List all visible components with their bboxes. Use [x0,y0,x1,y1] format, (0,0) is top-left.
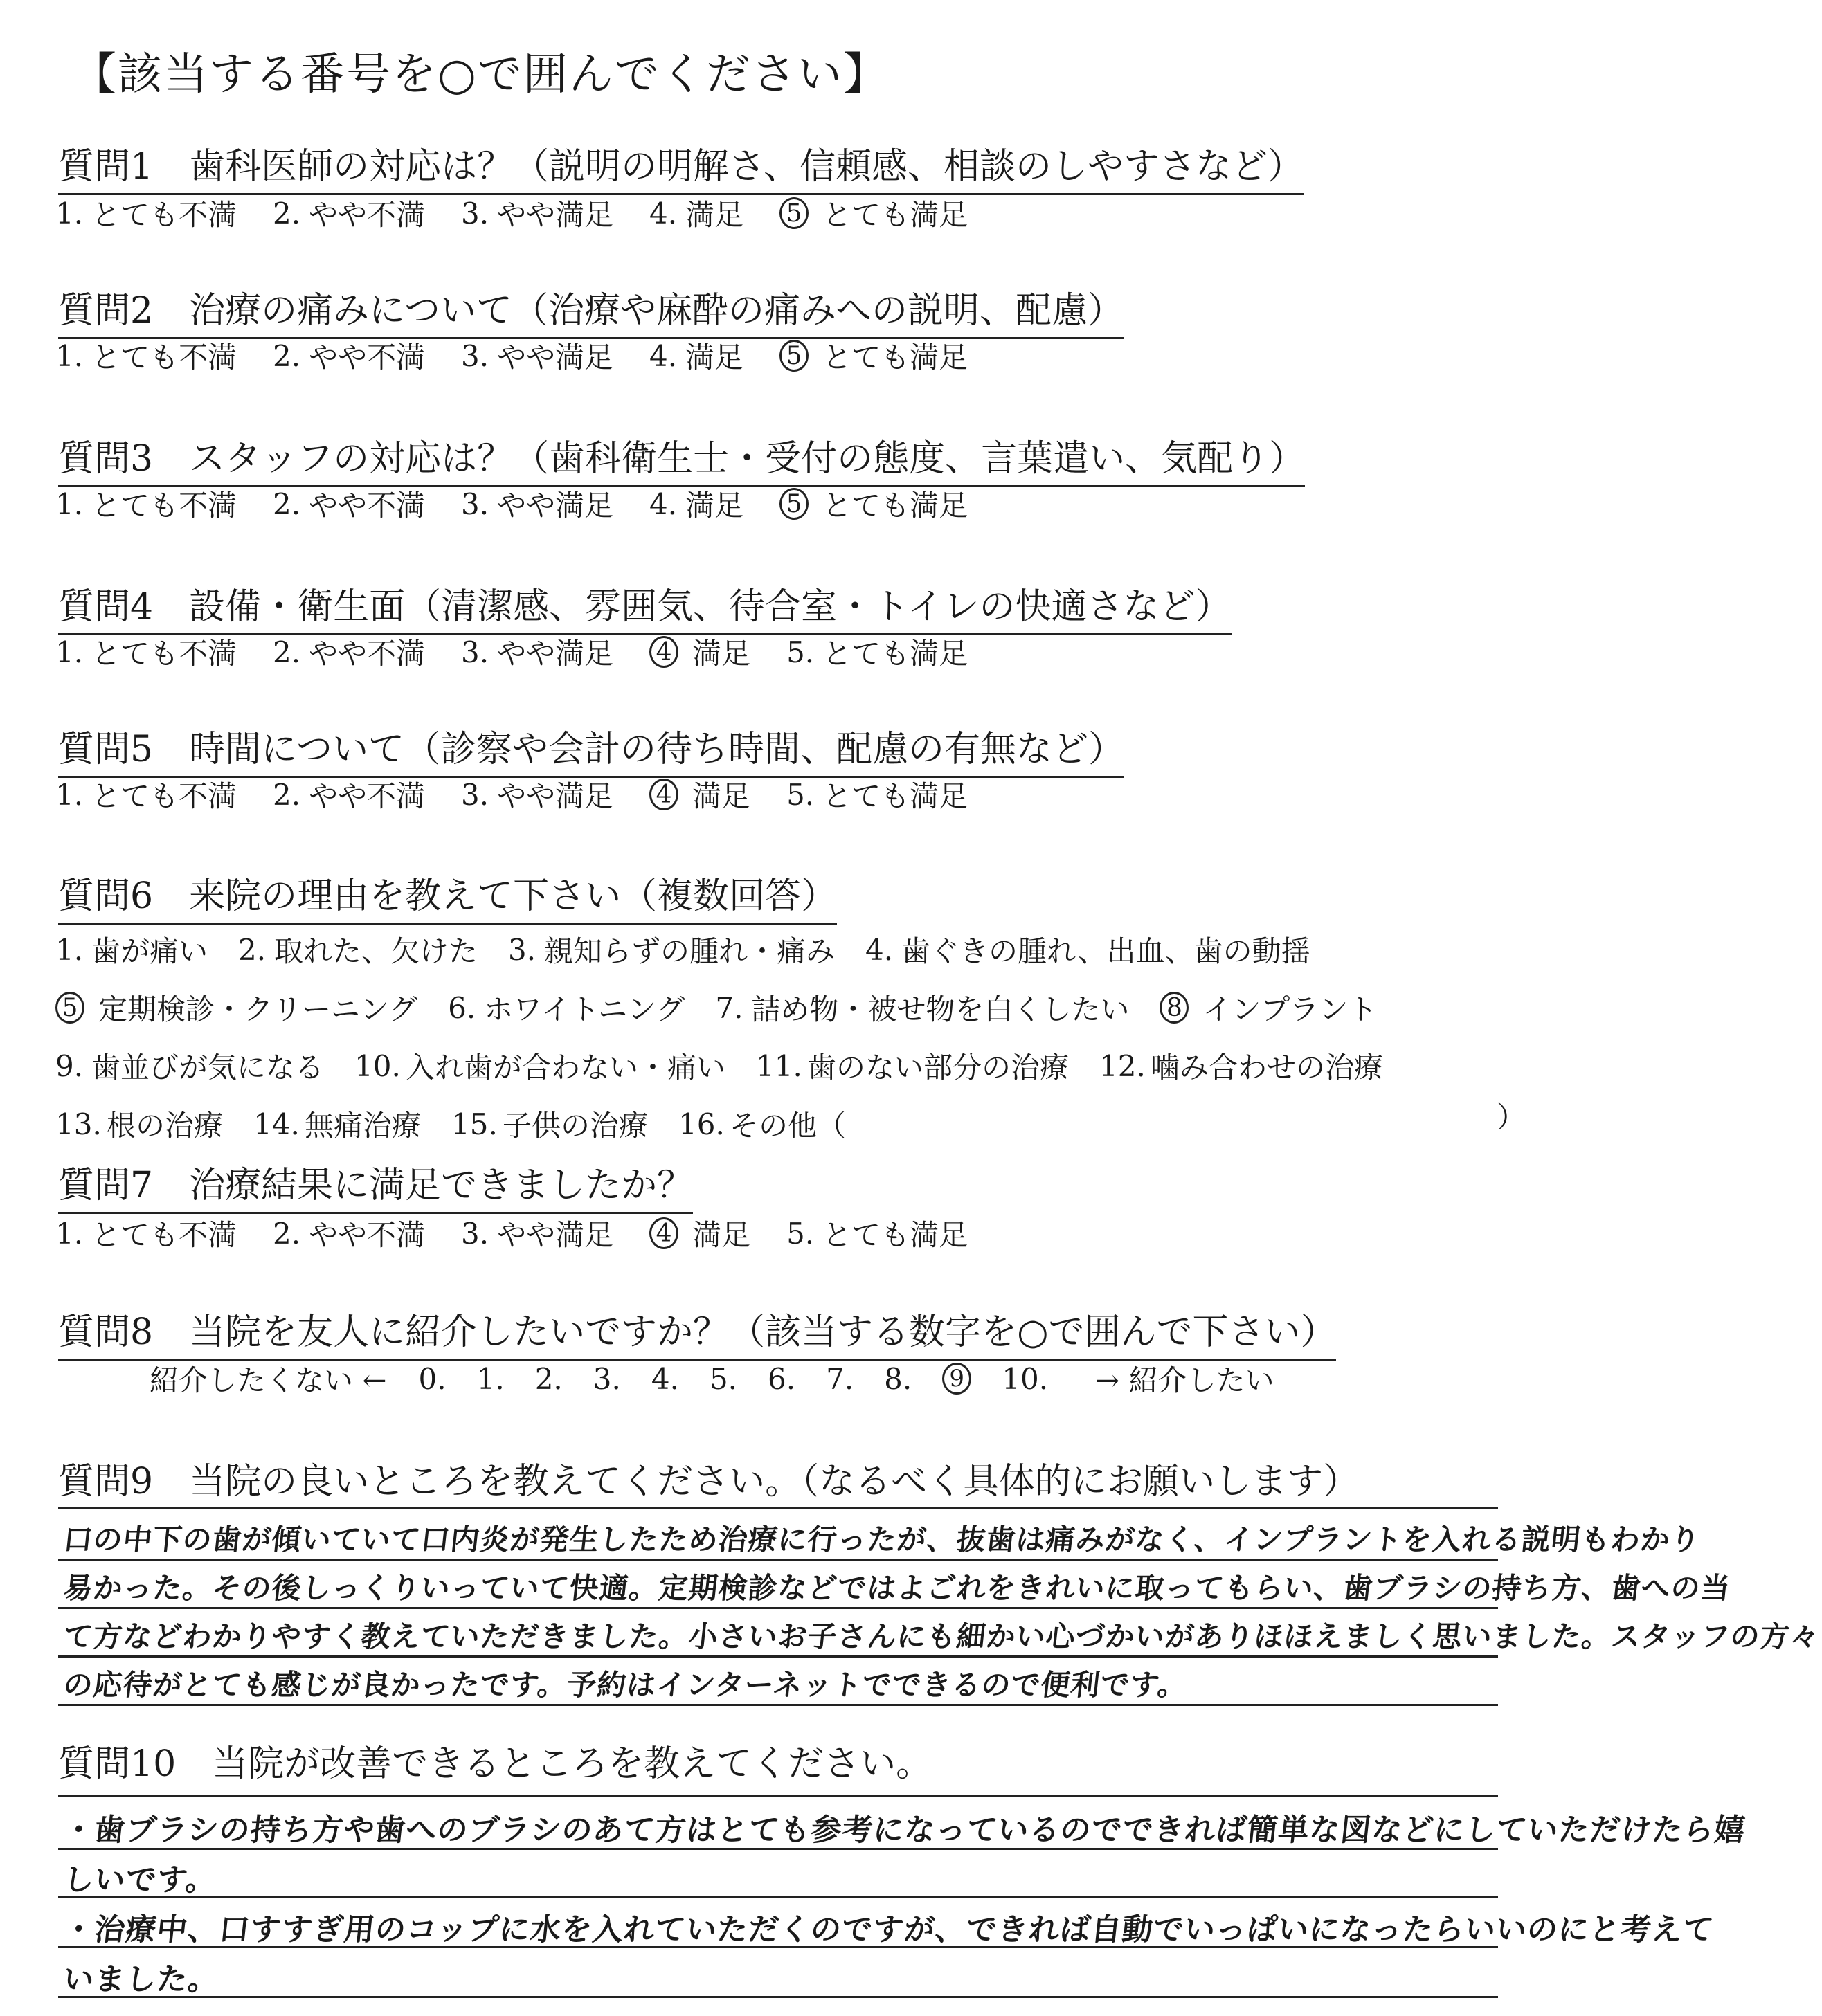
divider [58,1795,1498,1797]
option-number: 12. [1099,1048,1146,1083]
option-number: 2. [273,487,301,521]
option-label: とても不満 [91,489,237,523]
rating-option[interactable] [273,774,425,815]
q6-options [55,920,1414,1153]
option-label: とても不満 [91,637,237,671]
rating-option[interactable] [461,631,613,673]
option-label: やや不満 [309,340,426,374]
reason-option[interactable] [508,920,835,979]
option-label: 満足 [685,340,744,374]
reason-option[interactable] [354,1037,725,1095]
rating-option[interactable] [461,774,613,815]
option-number: 9. [55,1048,84,1083]
recommend-number[interactable]: 8. [884,1361,912,1396]
q9-answer-line: の応待がとても感じが良かったです。予約はインターネットでできるので便利です。 [62,1668,1189,1702]
option-label: ホワイトニング [484,992,685,1026]
option-label: 歯のない部分の治療 [807,1051,1070,1084]
circled-number: 5 [779,340,809,372]
q7-options [55,1213,1004,1254]
reason-option[interactable] [448,979,685,1037]
q2-heading: 質問2 治療の痛みについて（治療や麻酔の痛みへの説明、配慮） [58,281,1124,339]
reason-option[interactable] [715,979,1129,1037]
option-number: 2. [273,635,301,669]
reason-option[interactable] [678,1095,846,1153]
recommend-number[interactable]: 5. [709,1361,738,1396]
circled-number: 5 [779,197,809,229]
rating-option[interactable] [786,631,968,673]
option-label: 親知らずの腫れ・痛み [544,934,836,968]
option-number: 5. [786,635,815,669]
q1-heading: 質問1 歯科医師の対応は？（説明の明解さ、信頼感、相談のしやすさなど） [58,137,1304,195]
circled-number: 4 [649,1217,678,1249]
rating-option[interactable] [461,1213,613,1254]
divider [58,1607,1498,1609]
option-label: 満足 [692,1218,751,1252]
option-number: 4. [649,196,678,230]
recommend-number[interactable]: 3. [593,1361,621,1396]
option-label: 満足 [692,779,751,813]
option-number: 1. [55,196,84,230]
q10-answer-line: ・治療中、口すすぎ用のコップに水を入れていただくのですが、できれば自動でいっぱいになったらいいのにと考えて [61,1912,1716,1947]
option-label: やや不満 [309,779,426,813]
q5-options [55,774,1004,815]
option-number: 1. [55,777,84,812]
option-label: 歯ぐきの腫れ、出血、歯の動揺 [901,934,1310,968]
q8-left-label: 紹介したくない ← [150,1363,387,1397]
rating-option[interactable] [786,1213,968,1254]
option-label: 歯が痛い [91,934,208,968]
recommend-number[interactable]: 4. [651,1361,679,1396]
rating-option[interactable] [779,483,968,525]
recommend-number[interactable]: 6. [768,1361,796,1396]
option-number: 3. [461,487,489,521]
option-label: 取れた、欠けた [274,934,478,968]
option-label: とても不満 [91,1218,237,1252]
option-number: 2. [273,1216,301,1251]
rating-option[interactable] [649,1213,750,1254]
option-label: とても満足 [822,779,968,813]
option-number: 16. [678,1107,725,1141]
option-label: 子供の治療 [503,1109,649,1143]
recommend-number[interactable]: 10. [1002,1361,1049,1396]
rating-option[interactable] [55,335,237,376]
option-label: とても不満 [91,779,237,813]
q8-scale [150,1358,1274,1399]
q9-answer-line: 易かった。その後しっくりいっていて快適。定期検診などではよごれをきれいに取ってもらい、歯ブラシの持ち方、歯への当 [62,1571,1733,1605]
option-label: やや不満 [309,1218,426,1252]
rating-option[interactable] [649,483,743,525]
option-label: やや満足 [497,779,614,813]
circled-number: 5 [779,488,809,520]
divider [58,1507,1498,1509]
q3-options [55,483,1004,525]
option-label: とても満足 [822,637,968,671]
reason-option[interactable] [1099,1037,1383,1095]
option-number: 15. [451,1107,498,1141]
option-label: やや満足 [497,198,614,232]
reason-option[interactable] [865,920,1310,979]
rating-option[interactable] [649,192,743,234]
option-label: やや満足 [497,489,614,523]
reason-option[interactable] [451,1095,648,1153]
option-label: とても満足 [822,1218,968,1252]
rating-option[interactable] [461,483,613,525]
option-number: 2. [238,932,267,967]
option-number: 3. [461,777,489,812]
option-number: 5. [786,777,815,812]
q6-row [55,1037,1414,1095]
divider [58,1655,1498,1658]
option-number: 2. [273,777,301,812]
option-label: とても満足 [822,340,968,374]
q6-row [55,920,1414,979]
q6-close-paren: ） [1497,1100,1526,1134]
option-number: 2. [273,338,301,373]
rating-option[interactable] [55,631,237,673]
option-label: 満足 [685,198,744,232]
circled-number: 8 [1160,992,1189,1024]
reason-option[interactable] [55,1095,223,1153]
q10-answer-line: しいです。 [61,1862,219,1898]
option-number: 1. [55,338,84,373]
q8-right-label: → 紹介したい [1095,1363,1274,1397]
option-label: やや不満 [309,637,426,671]
option-number: 7. [715,990,743,1025]
recommend-number[interactable]: 7. [826,1361,854,1396]
divider [58,1896,1498,1898]
option-number: 3. [461,338,489,373]
reason-option[interactable] [55,1037,324,1095]
option-number: 1. [55,932,84,967]
option-number: 3. [461,1216,489,1251]
q1-options [55,192,1004,234]
rating-option[interactable] [273,631,425,673]
option-label: やや不満 [309,198,426,232]
option-label: やや満足 [497,637,614,671]
q10-answer-line: いました。 [61,1962,222,1997]
recommend-number[interactable]: 1. [476,1361,505,1396]
option-number: 10. [354,1048,401,1083]
rating-option[interactable] [779,335,968,376]
option-number: 13. [55,1107,102,1141]
option-number: 14. [253,1107,300,1141]
option-number: 5. [786,1216,815,1251]
recommend-number[interactable]: 0. [418,1361,447,1396]
recommend-number[interactable]: 2. [534,1361,563,1396]
option-label: 無痛治療 [305,1109,422,1143]
rating-option[interactable] [649,631,750,673]
q3-heading: 質問3 スタッフの対応は？（歯科衛生士・受付の態度、言葉遣い、気配り） [58,429,1305,487]
option-number: 1. [55,1216,84,1251]
q6-heading: 質問6 来院の理由を教えて下さい（複数回答） [58,866,837,925]
q9-heading: 質問9 当院の良いところを教えてください。（なるべく具体的にお願いします） [58,1461,1360,1502]
q9-answer-line: て方などわかりやすく教えていただきました。小さいお子さんにも細かい心づかいがありほほえましく思いました。スタッフの方々 [62,1619,1822,1653]
option-label: 定期検診・クリーニング [98,992,418,1026]
option-number: 1. [55,635,84,669]
reason-option[interactable] [55,979,417,1037]
divider [58,1559,1498,1561]
rating-option[interactable] [55,192,237,234]
q8-heading: 質問8 当院を友人に紹介したいですか？（該当する数字を○で囲んで下さい） [58,1302,1336,1361]
rating-option[interactable] [55,1213,237,1254]
option-label: やや不満 [309,489,426,523]
option-label: 満足 [692,637,751,671]
circled-number: 4 [649,636,678,668]
rating-option[interactable] [649,335,743,376]
rating-option[interactable] [273,1213,425,1254]
q9-answer-line: 口の中下の歯が傾いていて口内炎が発生したため治療に行ったが、抜歯は痛みがなく、インプラントを入れる説明もわかり [62,1523,1702,1556]
option-label: インプラント [1202,992,1378,1026]
rating-option[interactable] [273,192,425,234]
reason-option[interactable] [253,1095,421,1153]
option-label: 根の治療 [107,1109,224,1143]
option-number: 4. [649,338,678,373]
rating-option[interactable] [55,483,237,525]
option-number: 2. [273,196,301,230]
option-number: 4. [865,932,894,967]
rating-option[interactable] [55,774,237,815]
rating-option[interactable] [649,774,750,815]
option-label: 歯並びが気になる [91,1051,325,1084]
q4-heading: 質問4 設備・衛生面（清潔感、雰囲気、待合室・トイレの快適さなど） [58,577,1232,635]
option-number: 3. [508,932,536,967]
option-label: 詰め物・被せ物を白くしたい [751,992,1130,1026]
divider [58,1704,1498,1706]
reason-option[interactable] [1160,979,1377,1037]
circled-number: 4 [649,779,678,810]
page-title: 【該当する番号を○で囲んでください】 [72,49,889,100]
option-label: とても満足 [822,198,968,232]
option-number: 4. [649,487,678,521]
q6-row [55,979,1414,1037]
circled-number: 5 [55,992,84,1024]
rating-option[interactable] [273,483,425,525]
rating-option[interactable] [779,192,968,234]
rating-option[interactable] [461,335,613,376]
rating-option[interactable] [786,774,968,815]
divider [58,1996,1498,1998]
option-label: やや満足 [497,340,614,374]
q7-heading: 質問7 治療結果に満足できましたか？ [58,1156,693,1214]
option-number: 1. [55,487,84,521]
q10-answer-line: ・歯ブラシの持ち方や歯へのブラシのあて方はとても参考になっているのでできれば簡単な図などにしていただけたら嬉 [61,1813,1748,1848]
reason-option[interactable] [55,920,208,979]
q5-heading: 質問5 時間について（診察や会計の待ち時間、配慮の有無など） [58,720,1124,778]
option-label: とても満足 [822,489,968,523]
rating-option[interactable] [461,192,613,234]
q2-options [55,335,1004,376]
option-number: 6. [448,990,476,1025]
q6-row [55,1095,1414,1153]
option-label: やや満足 [497,1218,614,1252]
rating-option[interactable] [273,335,425,376]
reason-option[interactable] [238,920,478,979]
option-number: 3. [461,196,489,230]
option-label: とても不満 [91,340,237,374]
option-label: 噛み合わせの治療 [1151,1051,1384,1084]
option-label: 満足 [685,489,744,523]
circled-number[interactable]: 9 [942,1363,971,1395]
option-label: 入れ歯が合わない・痛い [406,1051,726,1084]
reason-option[interactable] [756,1037,1069,1095]
option-number: 11. [756,1048,802,1083]
q8-numbers [419,1362,1079,1396]
option-label: その他（ [730,1109,847,1143]
q4-options [55,631,1004,673]
option-label: とても不満 [91,198,237,232]
q10-heading: 質問10 当院が改善できるところを教えてください。 [58,1743,932,1785]
option-number: 3. [461,635,489,669]
